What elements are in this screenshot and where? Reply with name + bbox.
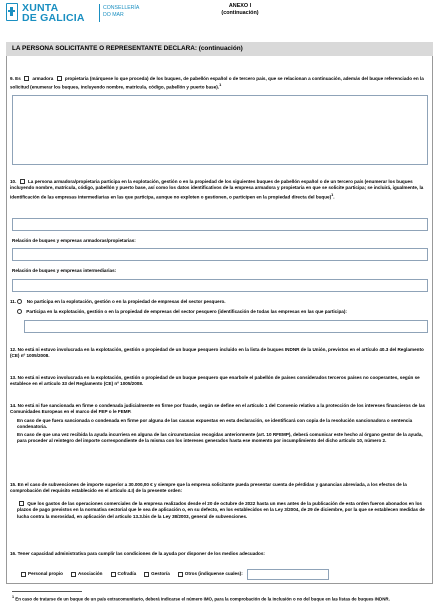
footnote-text: En caso de tratarse de un buque de un país extracomunitario, deberá indicarse el número IMO, para la comprobación de la inclusión o no del buque en las listas de buques INDNR.	[15, 596, 390, 602]
armadora-checkbox[interactable]	[24, 76, 29, 81]
item-11-number: 11.	[10, 299, 17, 304]
propietaria-label: propietaria	[64, 76, 89, 81]
item-9-footnote-ref: 1	[219, 83, 222, 88]
item-10-input-1[interactable]	[12, 218, 428, 231]
item-11-input[interactable]	[24, 320, 428, 333]
item-10-relation-2-label: Relación de buques y empresas intermediarias:	[12, 268, 117, 273]
footnote	[12, 594, 432, 602]
asociacion-checkbox[interactable]	[71, 572, 76, 577]
item-9-es: Es	[15, 76, 21, 81]
item-15-checkbox[interactable]	[19, 501, 24, 506]
item-10-relation-1-label: Relación de buques y empresas armadoras/propietarias:	[12, 238, 136, 243]
item-9-textarea[interactable]	[12, 95, 428, 165]
item-16-options	[19, 569, 429, 580]
annex-title: ANEXO I	[228, 3, 252, 9]
item-10-number: 10.	[10, 179, 17, 184]
item-11	[10, 299, 430, 305]
propietaria-checkbox[interactable]	[57, 76, 62, 81]
page-header	[0, 0, 439, 26]
item-14-paragraph-2: En caso de que fuera sancionada o condenada en firme por alguna de las causas expuestas en esta declaración, se identificará con copia de la resolución sancionadora o sentencia condenatoria.	[17, 418, 413, 430]
item-14-paragraph-1: 14. No está ni fue sancionada en firme o condenada judicialmente en firme por fraude, según se define en el artículo 1 del Convenio relativo a la protección de los intereses financieros de las Comunidades Europeas en el marco del FEP o le FEMP.	[10, 403, 426, 415]
participa-radio[interactable]	[17, 309, 22, 314]
item-10-input-2[interactable]	[12, 248, 428, 261]
item-15-paragraph-1: 15. En el caso de subvenciones de importe superior a 30.000,00 € y siempre que la empresa solicitante pueda presentar cuenta de pérdidas y ganancias abreviada, a los efectos de la comprobación del requisito establecido en el artículo 4.I) de la presente orden:	[10, 482, 407, 494]
item-14-paragraph-3: En caso de que una vez recibida la ayuda incurriera en alguna de las circunstancias recogidas anteriormente (art. 10 RFEMP), deberá comunicar este hecho al órgano gestor de la ayuda, para proceder al reintegro del importe correspondiente de la misma con los intereses generados hasta ese momento por incumplimiento del dicho artículo 10, número 2.	[17, 432, 423, 444]
item-9	[10, 76, 430, 91]
cofradia-label: Cofradía	[117, 571, 137, 577]
cofradia-checkbox[interactable]	[111, 572, 116, 577]
otros-checkbox[interactable]	[178, 572, 183, 577]
footnote-number: 1	[12, 595, 15, 599]
otros-input[interactable]	[247, 569, 329, 580]
section-title-band	[6, 42, 433, 56]
logo-divider	[99, 4, 100, 22]
footnote-separator	[12, 591, 82, 592]
item-10-text: La persona armadora/propietaria participa en la explotación, gestión o en la propiedad de los siguientes buques de pabellón español o de un tercero país (enumerar los buques incluyendo nombre, matrícula, código, pabellón y puerto base, así como los datos identificativos de la empresa armadora y propietaria en que se solicite participa; se incluirá, igualmente, la identificación de las empresas intermediarias en las que participa, aunque no exploten o gestionen, o participen en la propiedad directa del buque)	[10, 179, 424, 200]
otros-label: Otros (indíquense cuales):	[184, 571, 243, 577]
section-title: LA PERSONA SOLICITANTE O REPRESENTANTE DECLARA: (continuación)	[12, 45, 243, 52]
item-10-checkbox[interactable]	[20, 179, 25, 184]
item-10-footnote-ref: 1	[331, 192, 334, 197]
item-15-text: Que los gastos de las operaciones comerciales de la empresa realizados desde el 20 de octubre de 2022 hasta un mes antes de la publicación de esta orden fueron abonados en los plazos de pago previstos en la normativa sectorial que le sea de aplicación o, en su defecto, en los establecidos en la Ley 3/2004, de 29 de diciembre, por la que se establecen medidas de lucha contra la morosidad, en aplicación del artículo 13.3.bis de la Ley 38/2003, general de subvenciones.	[17, 501, 425, 519]
no-participa-radio[interactable]	[17, 299, 22, 304]
armadora-label: armadora	[32, 76, 54, 81]
logo-department-text: CONSELLERÍA DO MAR	[103, 5, 140, 18]
no-participa-label: No participa en la explotación, gestión o en la propiedad de empresas del sector pesquero.	[26, 299, 226, 304]
item-15-paragraph-2	[17, 501, 430, 520]
item-10	[10, 179, 430, 201]
item-12: 12. No está ni estuvo involucrada en la explotación, gestión o propiedad de un buque pesquero incluido en la lista de buques INDNR de la Unión, previstos en el artículo 40.3 del Reglamento (CE) nº 1005/2008.	[10, 347, 424, 359]
gestoria-checkbox[interactable]	[144, 572, 149, 577]
xunta-logo	[6, 3, 156, 23]
item-9-number: 9.	[10, 76, 14, 81]
item-11-option-2	[17, 309, 432, 315]
item-9-text: (márquese lo que proceda) de los buques, de pabellón español o de tercero país, que se relacionan a continuación, además del buque referenciado en la solicitud (enumerar los buques, incluyendo nombre, matrícula, código, pabellón y puerto base).	[10, 76, 424, 90]
item-10-input-3[interactable]	[12, 279, 428, 292]
gestoria-label: Gestoría	[151, 571, 170, 577]
participa-label: Participa en la explotación, gestión o en la propiedad de empresas del sector pesquero (identificación de todas las empresas en las que participa):	[26, 309, 347, 314]
personal-propio-checkbox[interactable]	[21, 572, 26, 577]
galicia-emblem-icon	[6, 3, 18, 21]
asociacion-label: Asociación	[77, 571, 103, 577]
annex-subtitle: (continuación)	[221, 10, 259, 16]
item-10-tail: .	[333, 194, 335, 200]
personal-propio-label: Personal propio	[28, 571, 63, 577]
logo-brand-text: XUNTA DE GALICIA	[22, 2, 85, 24]
item-16-text: 16. Tener capacidad administrativa para cumplir las condiciones de la ayuda por disponer de los medios adecuados:	[10, 551, 265, 556]
item-13: 13. No está ni estuvo involucrada en la explotación, gestión o propiedad de un buque pesquero que enarbole el pabellón de países considerados terceros países no cooperantes, según se establece en el artículo 33 del Reglamento (CE) nº 1005/2008.	[10, 375, 420, 387]
annex-heading	[180, 3, 300, 17]
